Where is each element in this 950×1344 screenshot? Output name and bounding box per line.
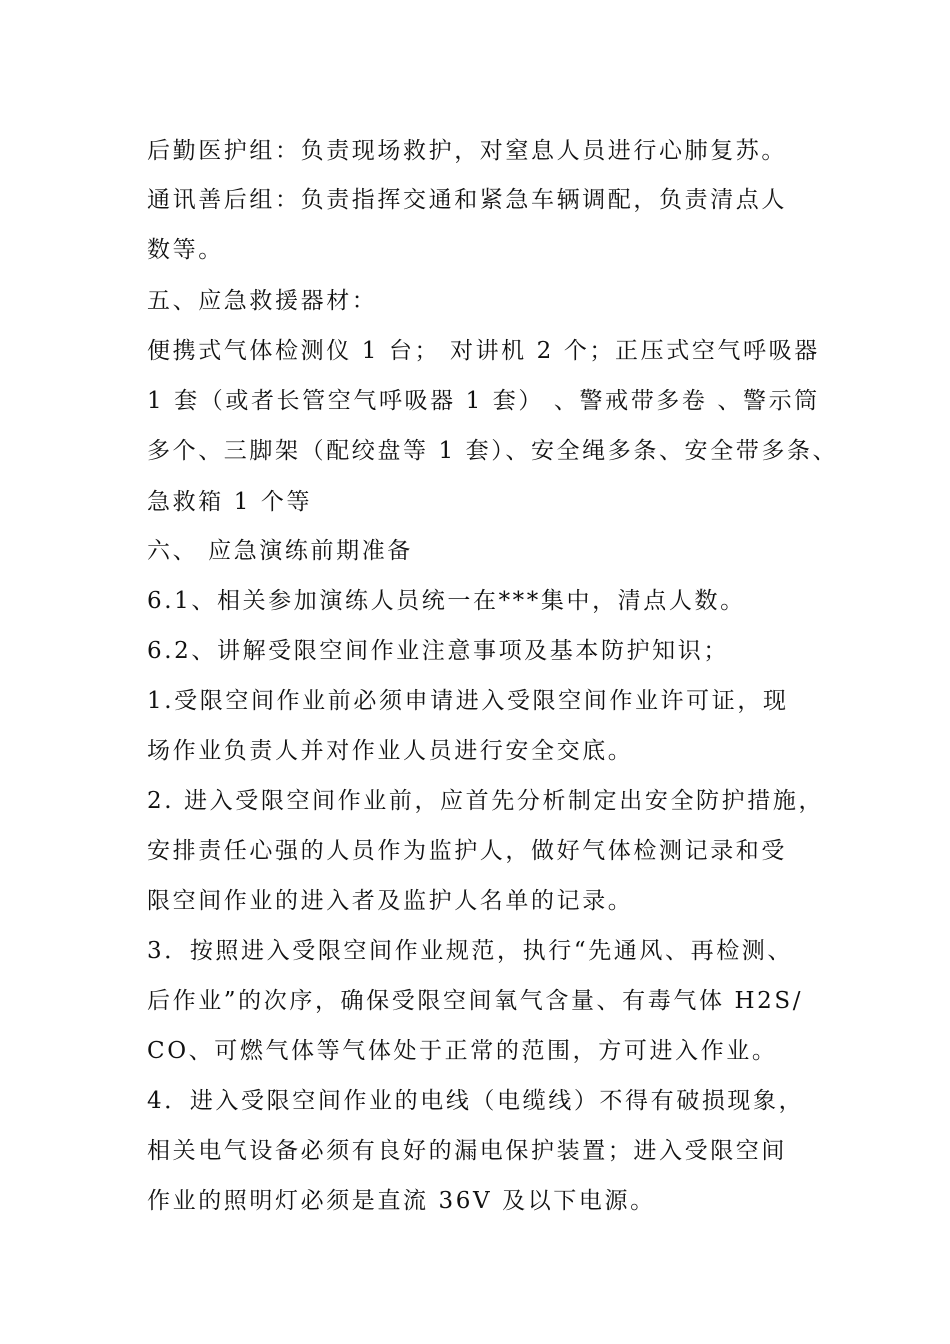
- text-line: 4．进入受限空间作业的电线（电缆线）不得有破损现象，: [147, 1088, 805, 1114]
- text-line: 急救箱 1 个等: [147, 489, 313, 515]
- text-line: 后勤医护组：负责现场救护，对窒息人员进行心肺复苏。: [147, 138, 787, 164]
- text-line: 1 套（或者长管空气呼吸器 1 套） 、警戒带多卷 、警示筒: [147, 388, 820, 414]
- text-line: 6.2、讲解受限空间作业注意事项及基本防护知识；: [147, 638, 729, 664]
- text-line: 多个、三脚架（配绞盘等 1 套）、安全绳多条、安全带多条、: [147, 438, 839, 464]
- text-line: 数等。: [147, 237, 224, 263]
- text-line: 安排责任心强的人员作为监护人，做好气体检测记录和受: [147, 838, 787, 864]
- text-line: 后作业”的次序，确保受限空间氧气含量、有毒气体 H2S/: [147, 988, 804, 1014]
- text-line: 便携式气体检测仪 1 台； 对讲机 2 个；正压式空气呼吸器: [147, 338, 820, 364]
- section-heading: 六、 应急演练前期准备: [147, 538, 413, 564]
- text-line: 相关电气设备必须有良好的漏电保护装置；进入受限空间: [147, 1138, 787, 1164]
- text-line: 限空间作业的进入者及监护人名单的记录。: [147, 888, 634, 914]
- text-line: 2. 进入受限空间作业前，应首先分析制定出安全防护措施，: [147, 788, 825, 814]
- text-line: CO、可燃气体等气体处于正常的范围，方可进入作业。: [147, 1038, 778, 1064]
- text-line: 3．按照进入受限空间作业规范，执行“先通风、再检测、: [147, 938, 793, 964]
- text-line: 通讯善后组：负责指挥交通和紧急车辆调配，负责清点人: [147, 187, 787, 213]
- section-heading: 五、应急救援器材：: [147, 288, 378, 314]
- text-line: 1.受限空间作业前必须申请进入受限空间作业许可证，现: [147, 688, 789, 714]
- text-line: 作业的照明灯必须是直流 36V 及以下电源。: [147, 1188, 656, 1214]
- text-line: 6.1、相关参加演练人员统一在***集中，清点人数。: [147, 588, 746, 614]
- text-line: 场作业负责人并对作业人员进行安全交底。: [147, 738, 634, 764]
